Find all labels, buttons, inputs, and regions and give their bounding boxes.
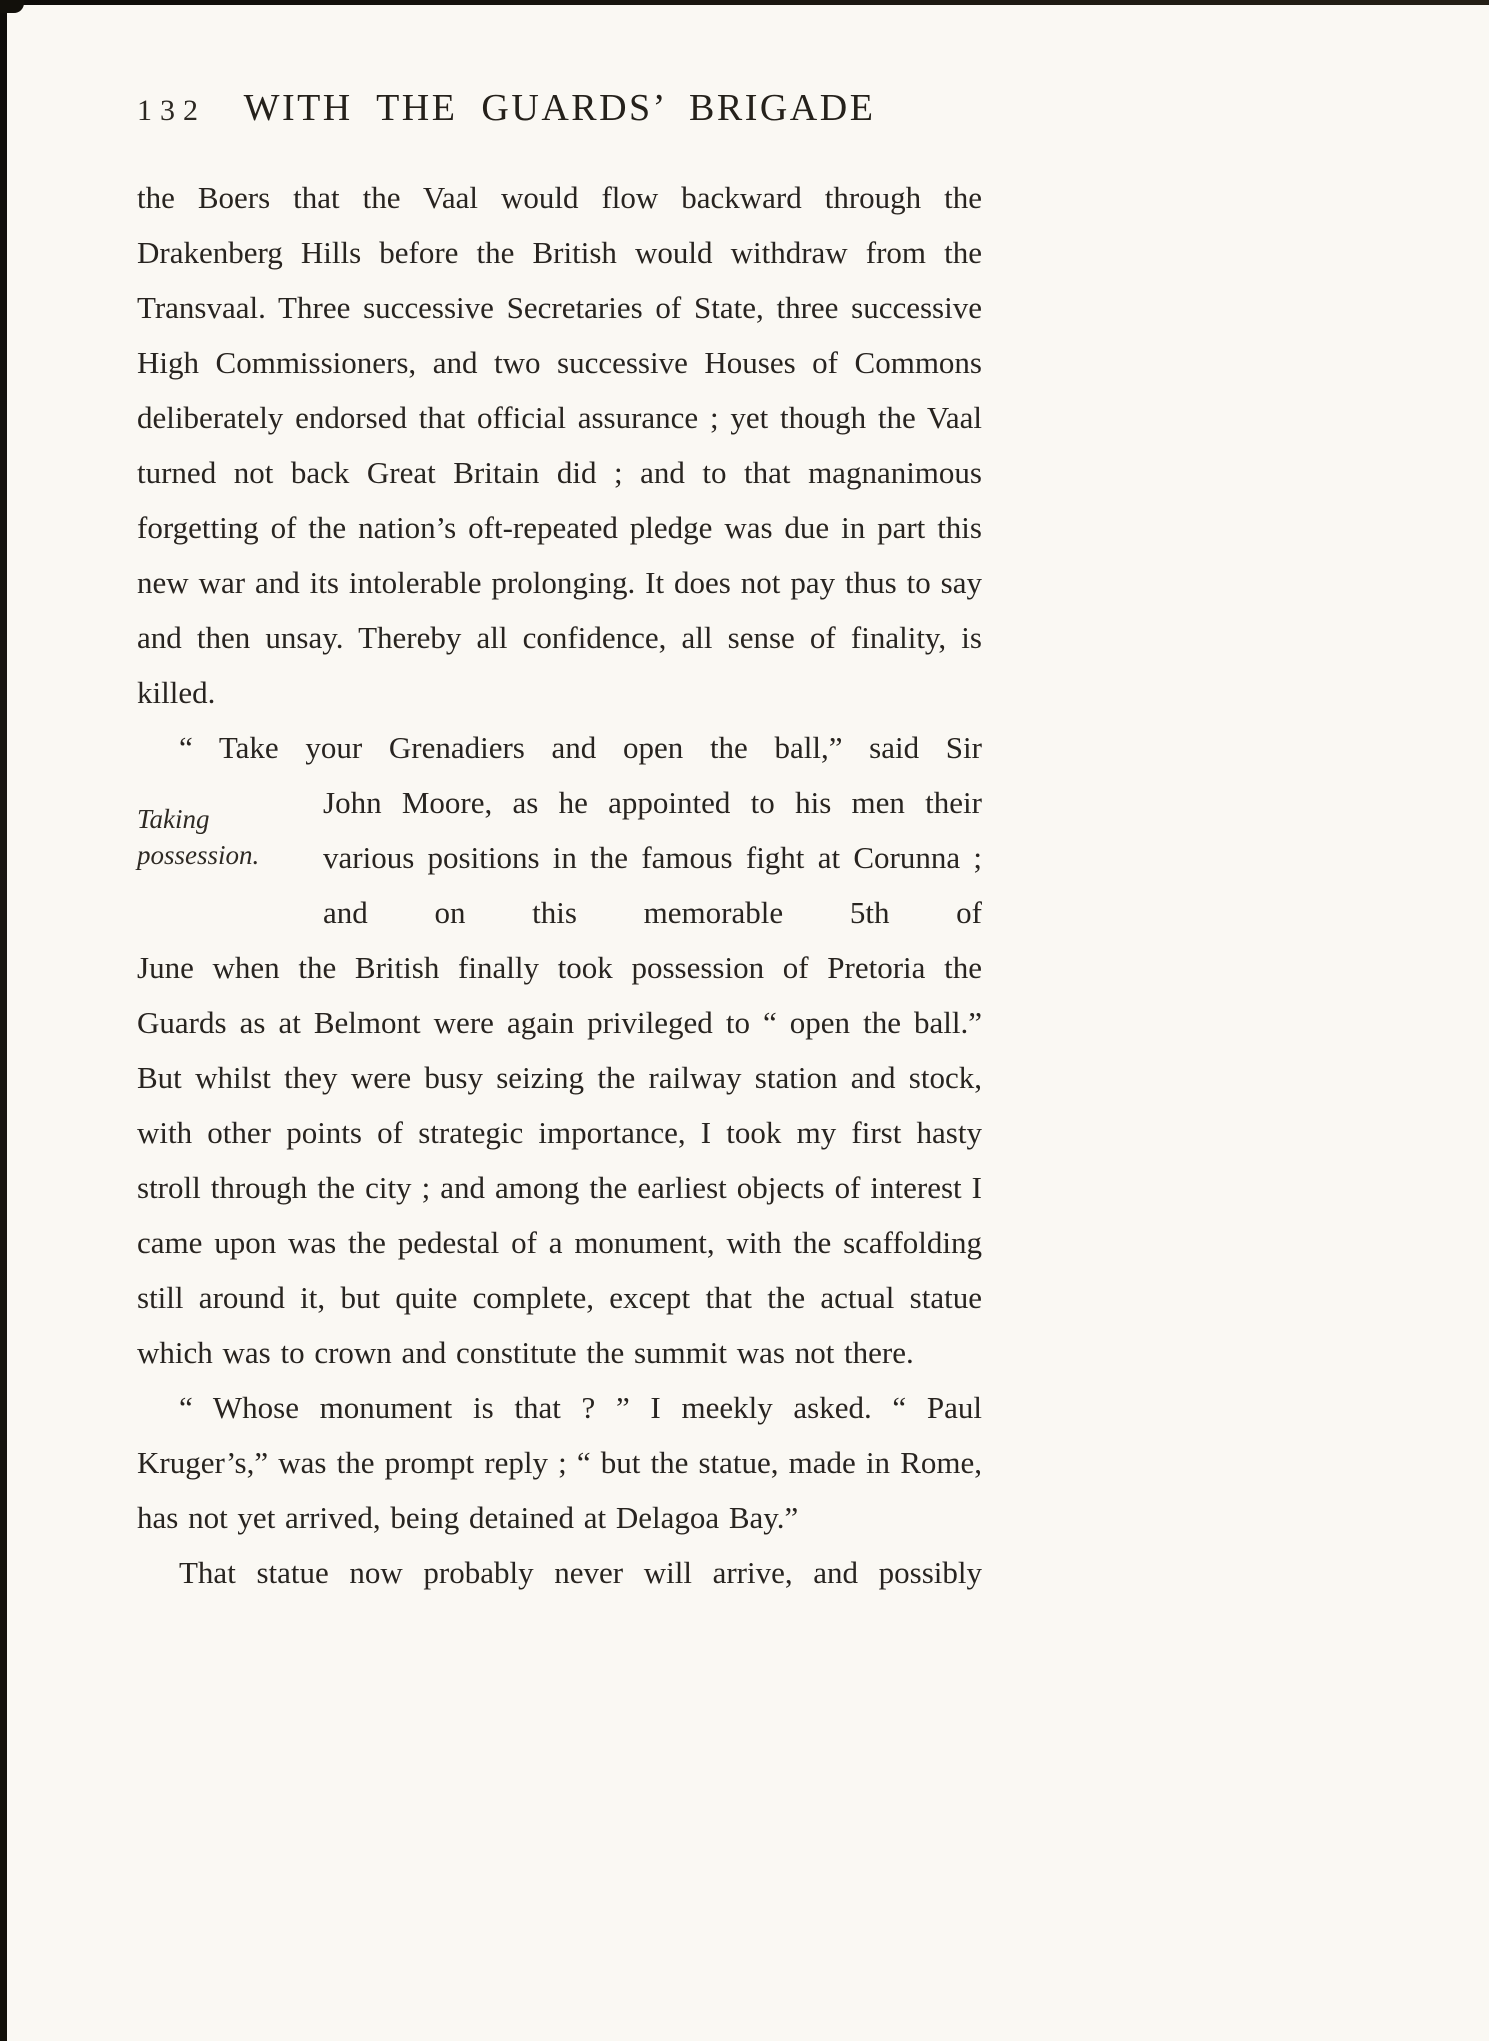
paragraph-4: That statue now probably never will arrive, and possibly (179, 1555, 982, 1590)
paragraph-2-indented: John Moore, as he appointed to his men their various positions in the famous fight at Corunna ; and on this memorable 5th of (323, 785, 982, 930)
scan-edge-left (0, 0, 7, 2041)
scan-edge-top (0, 0, 1489, 5)
page-number: 132 (137, 94, 206, 127)
running-title: WITH THE GUARDS’ BRIGADE (243, 87, 876, 129)
text-block (137, 170, 982, 1600)
paragraph-2-continued: June when the British finally took possession of Pretoria the Guards as at Belmont were again privileged to “ open the ball.” But whilst they were busy seizing the railway station and stock, with other points of strategic importance, I took my first hasty stroll through the city ; and among the earliest objects of interest I came upon was the pedestal of a monument, with the scaffolding still around it, but quite complete, except that the actual statue which was to crown and constitute the summit was not there. (137, 950, 982, 1370)
page-header (137, 86, 982, 136)
paragraph-1: the Boers that the Vaal would flow backward through the Drakenberg Hills before the British would withdraw from the Transvaal. Three successive Secretaries of State, three successive High Commissioners, and two successive Houses of Commons deliberately endorsed that official assurance ; yet though the Vaal turned not back Great Britain did ; and to that magnanimous forgetting of the nation’s oft-repeated pledge was due in part this new war and its intolerable prolonging. It does not pay thus to say and then unsay. Thereby all confidence, all sense of finality, is killed. (137, 180, 982, 710)
scan-edge-corner (0, 0, 24, 13)
paragraph-3: “ Whose monument is that ? ” I meekly asked. “ Paul Kruger’s,” was the prompt reply ; “ but the statue, made in Rome, has not yet arrived, being detained at Delagoa Bay.” (137, 1390, 982, 1535)
paragraph-2-intro: “ Take your Grenadiers and open the ball,” said Sir (179, 730, 982, 765)
margin-note: Taking possession. (137, 804, 260, 870)
sidenote-row (137, 775, 982, 940)
